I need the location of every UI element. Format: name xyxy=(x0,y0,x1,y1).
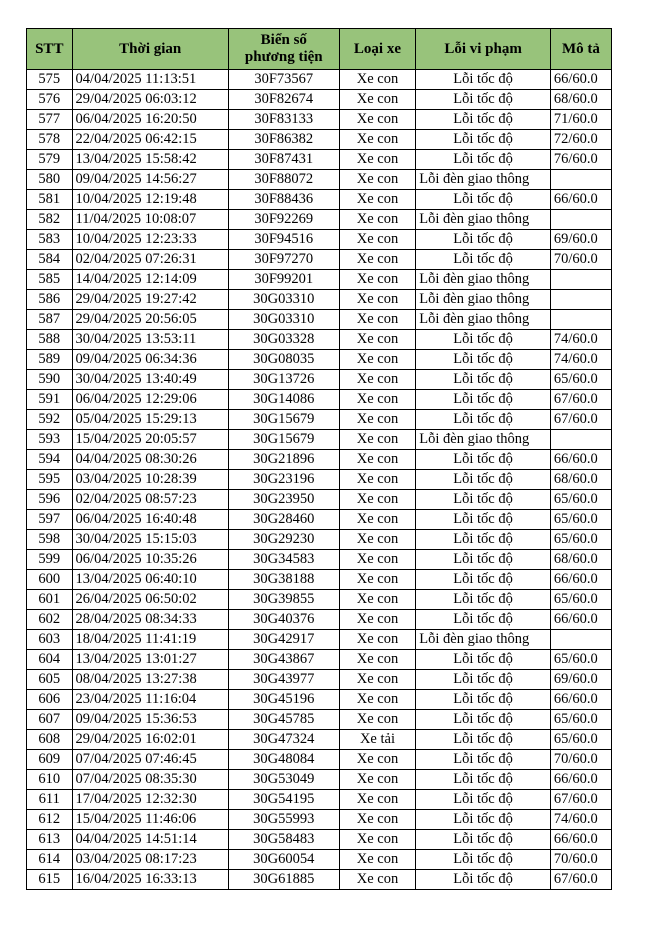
cell-plate: 30G60054 xyxy=(228,850,339,870)
cell-description xyxy=(550,290,611,310)
cell-vehicle-type: Xe con xyxy=(339,570,416,590)
cell-violation: Lỗi tốc độ xyxy=(416,370,551,390)
cell-time: 13/04/2025 06:40:10 xyxy=(72,570,228,590)
cell-plate: 30G38188 xyxy=(228,570,339,590)
cell-plate: 30G21896 xyxy=(228,450,339,470)
cell-plate: 30F73567 xyxy=(228,70,339,90)
cell-violation: Lỗi tốc độ xyxy=(416,490,551,510)
cell-stt: 591 xyxy=(27,390,73,410)
cell-plate: 30G53049 xyxy=(228,770,339,790)
cell-description: 71/60.0 xyxy=(550,110,611,130)
cell-description: 65/60.0 xyxy=(550,530,611,550)
cell-time: 03/04/2025 08:17:23 xyxy=(72,850,228,870)
cell-time: 06/04/2025 16:40:48 xyxy=(72,510,228,530)
table-row xyxy=(27,530,612,550)
table-row xyxy=(27,390,612,410)
table-body xyxy=(27,70,612,890)
cell-description: 66/60.0 xyxy=(550,690,611,710)
cell-time: 17/04/2025 12:32:30 xyxy=(72,790,228,810)
cell-vehicle-type: Xe con xyxy=(339,850,416,870)
cell-vehicle-type: Xe tải xyxy=(339,730,416,750)
cell-time: 29/04/2025 19:27:42 xyxy=(72,290,228,310)
cell-violation: Lỗi tốc độ xyxy=(416,610,551,630)
cell-violation: Lỗi tốc độ xyxy=(416,670,551,690)
cell-description: 66/60.0 xyxy=(550,450,611,470)
cell-description xyxy=(550,210,611,230)
cell-vehicle-type: Xe con xyxy=(339,550,416,570)
cell-description: 70/60.0 xyxy=(550,850,611,870)
cell-violation: Lỗi tốc độ xyxy=(416,190,551,210)
table-row xyxy=(27,90,612,110)
cell-stt: 580 xyxy=(27,170,73,190)
table-row xyxy=(27,190,612,210)
cell-time: 26/04/2025 06:50:02 xyxy=(72,590,228,610)
cell-vehicle-type: Xe con xyxy=(339,210,416,230)
header-plate-line2: phương tiện xyxy=(244,49,323,65)
cell-plate: 30G14086 xyxy=(228,390,339,410)
cell-description: 66/60.0 xyxy=(550,830,611,850)
cell-vehicle-type: Xe con xyxy=(339,110,416,130)
cell-stt: 598 xyxy=(27,530,73,550)
cell-plate: 30F88436 xyxy=(228,190,339,210)
cell-description: 66/60.0 xyxy=(550,610,611,630)
cell-plate: 30F87431 xyxy=(228,150,339,170)
table-row xyxy=(27,270,612,290)
cell-stt: 581 xyxy=(27,190,73,210)
cell-description: 65/60.0 xyxy=(550,710,611,730)
cell-violation: Lỗi tốc độ xyxy=(416,730,551,750)
cell-stt: 589 xyxy=(27,350,73,370)
cell-vehicle-type: Xe con xyxy=(339,470,416,490)
table-row xyxy=(27,350,612,370)
cell-stt: 610 xyxy=(27,770,73,790)
table-row xyxy=(27,250,612,270)
table-row xyxy=(27,830,612,850)
cell-vehicle-type: Xe con xyxy=(339,810,416,830)
table-row xyxy=(27,770,612,790)
cell-vehicle-type: Xe con xyxy=(339,270,416,290)
cell-description: 65/60.0 xyxy=(550,590,611,610)
violations-table xyxy=(26,28,612,890)
cell-stt: 613 xyxy=(27,830,73,850)
cell-violation: Lỗi tốc độ xyxy=(416,130,551,150)
cell-violation: Lỗi tốc độ xyxy=(416,250,551,270)
cell-vehicle-type: Xe con xyxy=(339,490,416,510)
cell-description xyxy=(550,310,611,330)
cell-stt: 586 xyxy=(27,290,73,310)
cell-stt: 584 xyxy=(27,250,73,270)
cell-plate: 30G29230 xyxy=(228,530,339,550)
header-desc: Mô tả xyxy=(550,29,611,70)
cell-plate: 30F88072 xyxy=(228,170,339,190)
cell-description: 69/60.0 xyxy=(550,230,611,250)
table-row xyxy=(27,470,612,490)
cell-vehicle-type: Xe con xyxy=(339,670,416,690)
cell-plate: 30G34583 xyxy=(228,550,339,570)
cell-plate: 30G43867 xyxy=(228,650,339,670)
table-row xyxy=(27,550,612,570)
cell-plate: 30G54195 xyxy=(228,790,339,810)
cell-description: 66/60.0 xyxy=(550,770,611,790)
table-row xyxy=(27,670,612,690)
table-row xyxy=(27,290,612,310)
cell-plate: 30G40376 xyxy=(228,610,339,630)
cell-stt: 611 xyxy=(27,790,73,810)
cell-vehicle-type: Xe con xyxy=(339,410,416,430)
cell-vehicle-type: Xe con xyxy=(339,430,416,450)
cell-vehicle-type: Xe con xyxy=(339,370,416,390)
cell-description xyxy=(550,630,611,650)
table-row xyxy=(27,790,612,810)
table-row xyxy=(27,130,612,150)
cell-description: 69/60.0 xyxy=(550,670,611,690)
cell-stt: 588 xyxy=(27,330,73,350)
cell-violation: Lỗi tốc độ xyxy=(416,830,551,850)
cell-time: 02/04/2025 07:26:31 xyxy=(72,250,228,270)
cell-stt: 577 xyxy=(27,110,73,130)
header-row xyxy=(27,29,612,70)
cell-plate: 30G39855 xyxy=(228,590,339,610)
cell-vehicle-type: Xe con xyxy=(339,290,416,310)
cell-description: 68/60.0 xyxy=(550,470,611,490)
cell-violation: Lỗi tốc độ xyxy=(416,90,551,110)
cell-vehicle-type: Xe con xyxy=(339,650,416,670)
cell-plate: 30G23950 xyxy=(228,490,339,510)
cell-time: 03/04/2025 10:28:39 xyxy=(72,470,228,490)
cell-vehicle-type: Xe con xyxy=(339,690,416,710)
cell-plate: 30G15679 xyxy=(228,430,339,450)
cell-violation: Lỗi tốc độ xyxy=(416,710,551,730)
header-type: Loại xe xyxy=(339,29,416,70)
cell-plate: 30F99201 xyxy=(228,270,339,290)
cell-stt: 587 xyxy=(27,310,73,330)
cell-stt: 575 xyxy=(27,70,73,90)
cell-violation: Lỗi đèn giao thông xyxy=(416,310,551,330)
cell-violation: Lỗi đèn giao thông xyxy=(416,630,551,650)
cell-plate: 30G55993 xyxy=(228,810,339,830)
cell-plate: 30G45196 xyxy=(228,690,339,710)
cell-vehicle-type: Xe con xyxy=(339,130,416,150)
cell-plate: 30F82674 xyxy=(228,90,339,110)
cell-plate: 30G47324 xyxy=(228,730,339,750)
cell-plate: 30G23196 xyxy=(228,470,339,490)
cell-vehicle-type: Xe con xyxy=(339,350,416,370)
cell-time: 28/04/2025 08:34:33 xyxy=(72,610,228,630)
cell-stt: 602 xyxy=(27,610,73,630)
cell-vehicle-type: Xe con xyxy=(339,390,416,410)
table-row xyxy=(27,370,612,390)
cell-time: 10/04/2025 12:23:33 xyxy=(72,230,228,250)
cell-violation: Lỗi tốc độ xyxy=(416,410,551,430)
cell-violation: Lỗi đèn giao thông xyxy=(416,210,551,230)
cell-time: 02/04/2025 08:57:23 xyxy=(72,490,228,510)
cell-time: 07/04/2025 07:46:45 xyxy=(72,750,228,770)
cell-plate: 30G08035 xyxy=(228,350,339,370)
table-row xyxy=(27,210,612,230)
cell-description: 74/60.0 xyxy=(550,350,611,370)
cell-violation: Lỗi tốc độ xyxy=(416,230,551,250)
cell-description: 68/60.0 xyxy=(550,90,611,110)
cell-time: 09/04/2025 06:34:36 xyxy=(72,350,228,370)
table-row xyxy=(27,730,612,750)
cell-violation: Lỗi tốc độ xyxy=(416,530,551,550)
cell-violation: Lỗi tốc độ xyxy=(416,790,551,810)
cell-vehicle-type: Xe con xyxy=(339,190,416,210)
cell-time: 06/04/2025 12:29:06 xyxy=(72,390,228,410)
cell-plate: 30G28460 xyxy=(228,510,339,530)
cell-stt: 600 xyxy=(27,570,73,590)
table-row xyxy=(27,650,612,670)
cell-vehicle-type: Xe con xyxy=(339,710,416,730)
cell-plate: 30F86382 xyxy=(228,130,339,150)
cell-description: 68/60.0 xyxy=(550,550,611,570)
table-row xyxy=(27,110,612,130)
cell-stt: 583 xyxy=(27,230,73,250)
cell-stt: 594 xyxy=(27,450,73,470)
header-violation: Lỗi vi phạm xyxy=(416,29,551,70)
cell-violation: Lỗi tốc độ xyxy=(416,850,551,870)
cell-time: 30/04/2025 13:53:11 xyxy=(72,330,228,350)
table-row xyxy=(27,870,612,890)
cell-violation: Lỗi tốc độ xyxy=(416,810,551,830)
cell-stt: 614 xyxy=(27,850,73,870)
cell-violation: Lỗi đèn giao thông xyxy=(416,430,551,450)
cell-vehicle-type: Xe con xyxy=(339,330,416,350)
cell-description xyxy=(550,270,611,290)
cell-vehicle-type: Xe con xyxy=(339,770,416,790)
cell-plate: 30G42917 xyxy=(228,630,339,650)
cell-time: 14/04/2025 12:14:09 xyxy=(72,270,228,290)
cell-violation: Lỗi tốc độ xyxy=(416,570,551,590)
cell-time: 29/04/2025 06:03:12 xyxy=(72,90,228,110)
cell-description: 65/60.0 xyxy=(550,730,611,750)
table-row xyxy=(27,590,612,610)
cell-description: 74/60.0 xyxy=(550,330,611,350)
cell-violation: Lỗi tốc độ xyxy=(416,350,551,370)
cell-time: 08/04/2025 13:27:38 xyxy=(72,670,228,690)
cell-vehicle-type: Xe con xyxy=(339,90,416,110)
cell-stt: 612 xyxy=(27,810,73,830)
cell-description: 70/60.0 xyxy=(550,250,611,270)
cell-plate: 30G58483 xyxy=(228,830,339,850)
cell-description: 66/60.0 xyxy=(550,570,611,590)
cell-violation: Lỗi tốc độ xyxy=(416,330,551,350)
cell-plate: 30F97270 xyxy=(228,250,339,270)
cell-time: 04/04/2025 08:30:26 xyxy=(72,450,228,470)
cell-description: 76/60.0 xyxy=(550,150,611,170)
cell-description: 72/60.0 xyxy=(550,130,611,150)
cell-violation: Lỗi tốc độ xyxy=(416,770,551,790)
cell-stt: 615 xyxy=(27,870,73,890)
cell-stt: 578 xyxy=(27,130,73,150)
cell-violation: Lỗi tốc độ xyxy=(416,470,551,490)
cell-violation: Lỗi tốc độ xyxy=(416,870,551,890)
cell-description: 70/60.0 xyxy=(550,750,611,770)
cell-plate: 30F92269 xyxy=(228,210,339,230)
cell-violation: Lỗi tốc độ xyxy=(416,150,551,170)
cell-vehicle-type: Xe con xyxy=(339,830,416,850)
cell-stt: 593 xyxy=(27,430,73,450)
cell-vehicle-type: Xe con xyxy=(339,610,416,630)
cell-violation: Lỗi tốc độ xyxy=(416,550,551,570)
cell-time: 13/04/2025 13:01:27 xyxy=(72,650,228,670)
cell-description: 65/60.0 xyxy=(550,370,611,390)
table-row xyxy=(27,610,612,630)
cell-violation: Lỗi tốc độ xyxy=(416,750,551,770)
header-plate-line1: Biển số xyxy=(260,32,307,48)
cell-violation: Lỗi tốc độ xyxy=(416,390,551,410)
cell-stt: 608 xyxy=(27,730,73,750)
cell-description: 67/60.0 xyxy=(550,390,611,410)
cell-stt: 585 xyxy=(27,270,73,290)
cell-time: 18/04/2025 11:41:19 xyxy=(72,630,228,650)
cell-time: 15/04/2025 20:05:57 xyxy=(72,430,228,450)
cell-stt: 592 xyxy=(27,410,73,430)
table-row xyxy=(27,450,612,470)
cell-description: 66/60.0 xyxy=(550,190,611,210)
cell-description: 67/60.0 xyxy=(550,410,611,430)
header-stt: STT xyxy=(27,29,73,70)
cell-time: 23/04/2025 11:16:04 xyxy=(72,690,228,710)
cell-time: 09/04/2025 14:56:27 xyxy=(72,170,228,190)
cell-time: 04/04/2025 14:51:14 xyxy=(72,830,228,850)
cell-violation: Lỗi đèn giao thông xyxy=(416,170,551,190)
cell-violation: Lỗi tốc độ xyxy=(416,450,551,470)
cell-time: 16/04/2025 16:33:13 xyxy=(72,870,228,890)
cell-stt: 590 xyxy=(27,370,73,390)
cell-vehicle-type: Xe con xyxy=(339,70,416,90)
cell-time: 15/04/2025 11:46:06 xyxy=(72,810,228,830)
cell-plate: 30F94516 xyxy=(228,230,339,250)
table-row xyxy=(27,690,612,710)
cell-time: 30/04/2025 13:40:49 xyxy=(72,370,228,390)
cell-plate: 30G03310 xyxy=(228,290,339,310)
cell-vehicle-type: Xe con xyxy=(339,790,416,810)
table-row xyxy=(27,710,612,730)
cell-description: 65/60.0 xyxy=(550,650,611,670)
cell-plate: 30G43977 xyxy=(228,670,339,690)
cell-stt: 599 xyxy=(27,550,73,570)
cell-vehicle-type: Xe con xyxy=(339,150,416,170)
cell-violation: Lỗi tốc độ xyxy=(416,70,551,90)
cell-time: 13/04/2025 15:58:42 xyxy=(72,150,228,170)
cell-time: 29/04/2025 16:02:01 xyxy=(72,730,228,750)
cell-description: 67/60.0 xyxy=(550,870,611,890)
cell-vehicle-type: Xe con xyxy=(339,230,416,250)
cell-vehicle-type: Xe con xyxy=(339,530,416,550)
table-row xyxy=(27,510,612,530)
cell-plate: 30G13726 xyxy=(228,370,339,390)
table-row xyxy=(27,430,612,450)
table-row xyxy=(27,750,612,770)
cell-vehicle-type: Xe con xyxy=(339,590,416,610)
cell-stt: 576 xyxy=(27,90,73,110)
cell-description xyxy=(550,430,611,450)
cell-plate: 30G03328 xyxy=(228,330,339,350)
table-row xyxy=(27,330,612,350)
cell-description: 74/60.0 xyxy=(550,810,611,830)
table-row xyxy=(27,150,612,170)
cell-vehicle-type: Xe con xyxy=(339,750,416,770)
table-row xyxy=(27,570,612,590)
header-plate xyxy=(228,29,339,70)
cell-description xyxy=(550,170,611,190)
cell-time: 07/04/2025 08:35:30 xyxy=(72,770,228,790)
cell-plate: 30F83133 xyxy=(228,110,339,130)
cell-description: 65/60.0 xyxy=(550,490,611,510)
cell-time: 11/04/2025 10:08:07 xyxy=(72,210,228,230)
cell-vehicle-type: Xe con xyxy=(339,170,416,190)
table-row xyxy=(27,170,612,190)
cell-description: 66/60.0 xyxy=(550,70,611,90)
cell-violation: Lỗi tốc độ xyxy=(416,650,551,670)
cell-vehicle-type: Xe con xyxy=(339,450,416,470)
cell-vehicle-type: Xe con xyxy=(339,510,416,530)
cell-time: 29/04/2025 20:56:05 xyxy=(72,310,228,330)
cell-stt: 606 xyxy=(27,690,73,710)
cell-stt: 609 xyxy=(27,750,73,770)
cell-stt: 601 xyxy=(27,590,73,610)
table-row xyxy=(27,70,612,90)
cell-stt: 596 xyxy=(27,490,73,510)
header-time: Thời gian xyxy=(72,29,228,70)
cell-stt: 597 xyxy=(27,510,73,530)
cell-vehicle-type: Xe con xyxy=(339,310,416,330)
table-row xyxy=(27,310,612,330)
cell-violation: Lỗi đèn giao thông xyxy=(416,270,551,290)
cell-violation: Lỗi đèn giao thông xyxy=(416,290,551,310)
cell-time: 05/04/2025 15:29:13 xyxy=(72,410,228,430)
cell-plate: 30G45785 xyxy=(228,710,339,730)
cell-stt: 582 xyxy=(27,210,73,230)
cell-time: 09/04/2025 15:36:53 xyxy=(72,710,228,730)
cell-time: 22/04/2025 06:42:15 xyxy=(72,130,228,150)
table-row xyxy=(27,810,612,830)
cell-plate: 30G61885 xyxy=(228,870,339,890)
table-row xyxy=(27,850,612,870)
cell-time: 06/04/2025 16:20:50 xyxy=(72,110,228,130)
cell-description: 67/60.0 xyxy=(550,790,611,810)
cell-description: 65/60.0 xyxy=(550,510,611,530)
cell-plate: 30G48084 xyxy=(228,750,339,770)
cell-time: 06/04/2025 10:35:26 xyxy=(72,550,228,570)
table-header xyxy=(27,29,612,70)
cell-stt: 605 xyxy=(27,670,73,690)
cell-violation: Lỗi tốc độ xyxy=(416,510,551,530)
cell-time: 04/04/2025 11:13:51 xyxy=(72,70,228,90)
cell-vehicle-type: Xe con xyxy=(339,630,416,650)
cell-stt: 579 xyxy=(27,150,73,170)
cell-plate: 30G03310 xyxy=(228,310,339,330)
cell-time: 10/04/2025 12:19:48 xyxy=(72,190,228,210)
cell-violation: Lỗi tốc độ xyxy=(416,590,551,610)
cell-vehicle-type: Xe con xyxy=(339,250,416,270)
table-row xyxy=(27,230,612,250)
cell-stt: 604 xyxy=(27,650,73,670)
table-row xyxy=(27,630,612,650)
cell-stt: 595 xyxy=(27,470,73,490)
cell-plate: 30G15679 xyxy=(228,410,339,430)
table-row xyxy=(27,410,612,430)
cell-vehicle-type: Xe con xyxy=(339,870,416,890)
cell-stt: 607 xyxy=(27,710,73,730)
cell-stt: 603 xyxy=(27,630,73,650)
table-row xyxy=(27,490,612,510)
cell-time: 30/04/2025 15:15:03 xyxy=(72,530,228,550)
cell-violation: Lỗi tốc độ xyxy=(416,690,551,710)
cell-violation: Lỗi tốc độ xyxy=(416,110,551,130)
